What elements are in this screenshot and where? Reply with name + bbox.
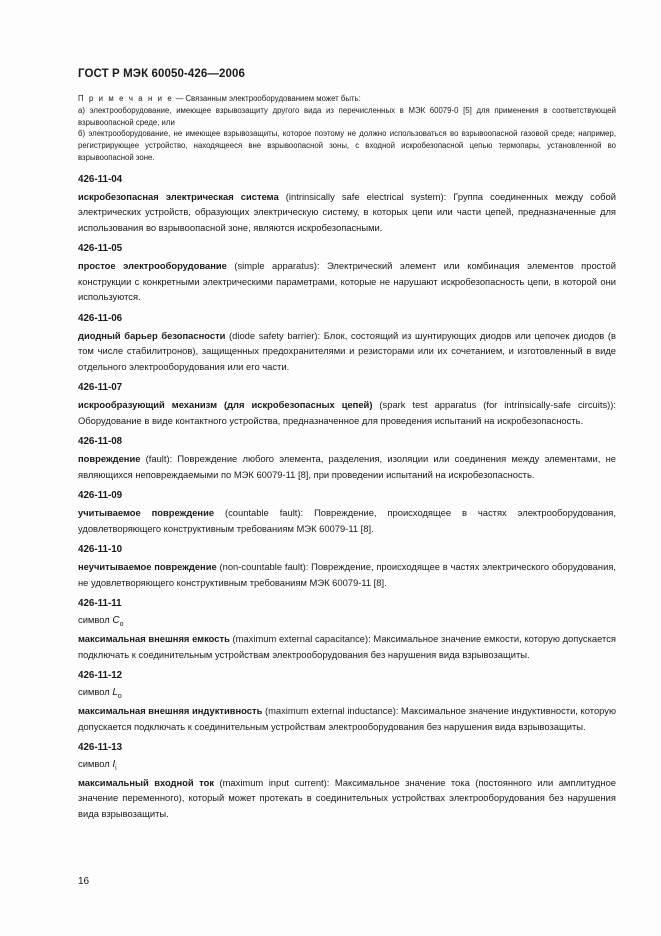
term-definition: (maximum external inductance): Максимальное значение индуктивности, которую допускается подключать к соединительным устройствам электрооборудования без нарушения вида взрывозащиты.: [78, 705, 616, 732]
term-body: [78, 328, 616, 375]
term-definition: (diode safety barrier): Блок, состоящий из шунтирующих диодов или цепочек диодов (в том числе стабилитронов), защищенных предохранителями и резисторами или их сочетанием, и изготовленный в виде отдельного электрооборудования или его части.: [78, 329, 616, 372]
term-number: 426-11-07: [78, 382, 123, 394]
note-block: [78, 93, 616, 164]
term-entry: [78, 489, 616, 536]
note-item-b: б) электрооборудование, не имеющее взрывозащиты, которое поэтому не должно использоваться во взрывоопасной газовой среде; например, регистрирующее устройство, находящееся вне взрывоопасной зоны, с входной искробезопасной цепью термопары, установленной во взрывоопасной зоне.: [78, 129, 616, 162]
term-number: 426-11-05: [78, 243, 123, 255]
symbol: I: [112, 759, 116, 771]
term-number: 426-11-12: [78, 670, 123, 682]
term-name: максимальный входной ток: [78, 776, 215, 788]
term-name: искрообразующий механизм (для искробезопасных цепей): [78, 399, 373, 411]
page-number: 16: [78, 876, 90, 887]
term-name: максимальная внешняя индуктивность: [78, 705, 263, 717]
term-definition: (spark test apparatus (for intrinsically-safe circuits)): Оборудование в виде контактного устройства, предназначенное для проведения испытаний на искробезопасность.: [78, 399, 616, 426]
term-entry: [78, 242, 616, 305]
page-content: [78, 93, 616, 828]
page-header: ГОСТ Р МЭК 60050-426—2006: [78, 68, 245, 80]
term-entry: [78, 381, 616, 428]
symbol-label: символ: [78, 686, 110, 698]
term-number: 426-11-08: [78, 436, 123, 448]
term-definition: (maximum input current): Максимальное значение тока (постоянного или амплитудное значение переменного), который может протекать в соединительных устройствах электрооборудования без нарушения вида взрывозащиты.: [78, 776, 616, 819]
symbol: C: [112, 615, 120, 627]
symbol: L: [112, 687, 118, 699]
term-body: [78, 451, 616, 482]
term-entry: [78, 312, 616, 375]
term-number: 426-11-04: [78, 173, 123, 185]
term-symbol-line: [78, 685, 616, 703]
term-number: 426-11-10: [78, 544, 123, 556]
term-body: [78, 631, 616, 662]
symbol-label: символ: [78, 614, 110, 626]
term-entry: [78, 173, 616, 236]
term-definition: (intrinsically safe electrical system): Группа соединенных между собой электрических устройств, образующих электрическую систему, в которых цепи или части цепей, предназначенные для использования во взрывоопасной зоне, являются искробезопасными.: [78, 190, 616, 233]
term-body: [78, 703, 616, 734]
symbol-label: символ: [78, 758, 110, 770]
term-symbol-line: [78, 757, 616, 775]
term-body: [78, 397, 616, 428]
term-definition: (non-countable fault): Повреждение, происходящее в частях электрического оборудования, не удовлетворяющего конструктивным требованиям МЭК 60079-11 [8].: [78, 561, 616, 588]
term-number: 426-11-06: [78, 312, 123, 324]
term-entry: [78, 669, 616, 734]
note-item-a: a) электрооборудование, имеющее взрывозащиту другого вида из перечисленных в МЭК 60079-0 [5] для применения в соответствующей взрывоопасной среде, или: [78, 105, 616, 127]
term-number: 426-11-13: [78, 742, 123, 754]
term-definition: (fault): Повреждение любого элемента, разделения, изоляции или соединения между элементами, не являющихся неповреждаемыми по МЭК 60079-11 [8], при проведении испытаний на искробезопасность.: [78, 453, 616, 480]
term-number: 426-11-11: [78, 598, 122, 610]
term-entry: [78, 597, 616, 662]
term-name: неучитываемое повреждение: [78, 561, 217, 573]
term-entry: [78, 741, 616, 821]
term-definition: (maximum external capacitance): Максимальное значение емкости, которую допускается подключать к соединительным устройствам электрооборудования без нарушения вида взрывозащиты.: [78, 633, 616, 660]
symbol-subscript: i: [115, 764, 117, 772]
term-definition: (simple apparatus): Электрический элемент или комбинация элементов простой конструкции с конкретными электрическими параметрами, которые не нарушают искробезопасность цепи, в которой они используются.: [78, 260, 616, 303]
term-body: [78, 258, 616, 305]
term-name: учитываемое повреждение: [78, 507, 215, 519]
term-body: [78, 189, 616, 236]
term-name: максимальная внешняя емкость: [78, 633, 230, 645]
term-body: [78, 505, 616, 536]
term-symbol-line: [78, 613, 616, 631]
note-label: П р и м е ч а н и е: [78, 94, 174, 103]
note-intro: — Связанным электрооборудованием может быть:: [173, 94, 361, 103]
term-entry: [78, 435, 616, 482]
term-definition: (countable fault): Повреждение, происходящее в частях электрооборудования, удовлетворяющего конструктивным требованиям МЭК 60079-11 [8].: [78, 507, 616, 534]
term-body: [78, 559, 616, 590]
term-name: искробезопасная электрическая система: [78, 190, 279, 202]
symbol-subscript: o: [119, 621, 124, 629]
term-entry: [78, 543, 616, 590]
note-intro-line: [78, 93, 616, 105]
term-name: диодный барьер безопасности: [78, 329, 226, 341]
term-name: простое электрооборудование: [78, 260, 227, 272]
term-number: 426-11-09: [78, 490, 123, 502]
term-body: [78, 775, 616, 822]
symbol-subscript: o: [117, 693, 122, 701]
term-name: повреждение: [78, 453, 141, 465]
